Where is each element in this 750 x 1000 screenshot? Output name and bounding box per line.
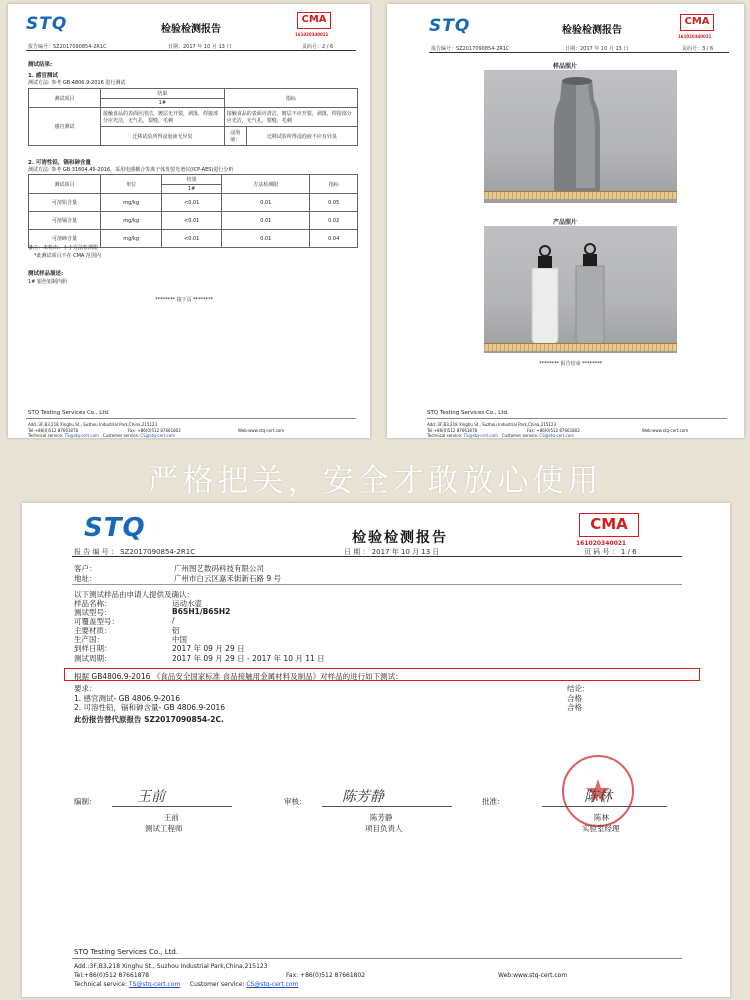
conclusion-label: 结论： [567,684,590,693]
tech-service-email[interactable]: TS@stq-cert.com [463,433,498,438]
cma-number: 161020340021 [295,32,329,37]
col-header-mdl: 方法检测限 [222,175,310,194]
test-item: 2. 可溶性铅，镉和砷含量- GB 4806.9-2016 [74,703,226,712]
measuring-ruler [484,191,677,199]
cell: <0.01 [162,194,222,212]
report-heading: 检验检测报告 [562,25,622,36]
footer-web: Web:www.stq-cert.com [238,428,285,433]
cell: 0.04 [310,230,358,248]
field-value: / [172,616,175,625]
footer-divider [26,418,356,419]
intro-text: 以下测试样品由申请人提供及确认： [74,590,194,599]
cma-number: 161020340021 [678,34,712,39]
field-label: 样品名称： [74,599,112,608]
field-value: B6SH1/B6SH2 [172,607,231,616]
header-divider [26,50,356,51]
report-number: 报告编号：SZ2017090854-2R1C [431,46,510,52]
col-header-result: 结果 [162,175,222,185]
report-date: 日 期 ： 2017 年 10 月 13 日 [344,548,440,556]
measuring-ruler [484,343,677,351]
footer-divider [427,418,727,419]
footer-fax: Fax: +86(0)512 87661802 [128,428,181,433]
cell-soak-label: 浸泡液： [224,127,246,146]
footer-address: Add.:3F,B3,218 Xinghu St., Suzhou Industrial Park,China,215123 [427,422,557,427]
footer-divider [72,958,682,959]
cell: <0.01 [162,212,222,230]
col-header-limit: 指标 [310,175,358,194]
bottles-image [484,226,677,353]
approved-label: 批准： [482,797,505,806]
field-label: 测试周期： [74,654,112,663]
cell: mg/kg [101,230,162,248]
cell: mg/kg [101,212,162,230]
cma-number: 161020340021 [576,540,627,547]
sample-photo-label: 样品照片 [553,63,578,70]
page-number: 页码号：3 / 6 [682,46,714,52]
client-address: 广州市白云区嘉禾街新石路 9 号 [174,574,282,583]
signature-prepared: 王前 [137,789,165,805]
cell-soak-result: 迁移试验所得浸泡液无异臭 [101,127,225,146]
section1-title: 1. 感官测试 [28,73,58,79]
client-label: 客户： [74,564,97,573]
signature-approved: 陈林 [584,789,612,805]
customer-service-email[interactable]: CS@stq-cert.com [140,433,176,438]
col-header-sample: 1# [162,185,222,194]
cell: 0.01 [222,212,310,230]
signature-reviewed: 陈芳静 [342,789,384,805]
tech-service-label: Technical service: [28,433,64,438]
signature-line [322,806,452,807]
footer-service [74,981,298,988]
row-item-sensory: 感官测试 [29,108,101,146]
requirement-label: 要求： [74,684,97,693]
footer-tel: Tel:+86(0)512 87661878 [74,972,150,979]
cma-mark: CMA [579,513,639,537]
footer-fax: Fax: +86(0)512 87661802 [286,972,366,979]
cell: 0.01 [222,230,310,248]
note-cma-scope: *此测试项目不在 CMA 范围内 [34,253,101,259]
footer-web: Web:www.stq-cert.com [498,972,568,979]
stq-logo: STQ [429,16,471,36]
approved-title: 实验室经理 [582,824,620,833]
field-value: 2017 年 09 月 29 日 [172,644,245,653]
slogan-banner: 严格把关，安全才敢放心使用 [147,463,603,499]
report-number: 报告编号：SZ2017090854-2R1C [28,44,107,50]
page-number: 页 码 号 ： 1 / 6 [584,548,637,556]
prepared-name: 王前 [164,813,179,822]
customer-service-email[interactable]: CS@stq-cert.com [246,981,299,988]
col-header-spec: 指标 [224,89,357,108]
cell: 0.05 [310,194,358,212]
footer-address: Add.:3F,B3,218 Xinghu St., Suzhou Industrial Park,China,215123 [74,963,268,970]
footer-web: Web:www.stq-cert.com [642,428,689,433]
section2-method: 测试方法: 参考 GB 31604.49-2016，采用电感耦合等离子体发射光谱仪(ICP-AES)进行分析 [28,167,234,173]
continue-marker: ******** 接下页 ******** [155,297,214,303]
cell: mg/kg [101,194,162,212]
tech-service-label: Technical service: [74,981,127,988]
header-divider [429,52,729,53]
col-header-item: 测试项目 [29,175,101,194]
test-result: 合格 [567,694,582,703]
footer-tel: Tel:+86(0)512 87661878 [28,428,79,433]
reviewed-label: 审核： [284,797,307,806]
tech-service-email[interactable]: TS@stq-cert.com [64,433,99,438]
cell: 可溶铅含量 [29,194,101,212]
col-header-item: 测试项目 [29,89,101,108]
section2-title: 2. 可溶性铅，镉和砷含量 [28,160,91,166]
footer-company: STQ Testing Services Co., Ltd. [28,410,110,416]
cell-spec-desc: 接触食品的表面应清洁，镀层不应开裂，剥落，焊接部分应光洁，无气孔，裂缝，毛刺 [224,108,357,127]
report-page-2 [8,4,370,438]
field-label: 到样日期： [74,644,112,653]
col-header-result: 结果 [101,89,225,99]
field-label: 测试型号： [74,608,112,617]
report-date: 日期：2017 年 10 月 13 日 [565,46,629,52]
stq-logo: STQ [26,14,68,34]
product-photo [484,226,677,353]
cell: <0.01 [162,230,222,248]
address-label: 地址： [74,574,97,583]
customer-service-email[interactable]: CS@stq-cert.com [539,433,575,438]
field-value: 铝 [172,626,180,635]
cell: 0.02 [310,212,358,230]
page-number: 页码号：2 / 6 [302,44,334,50]
footer-company: STQ Testing Services Co., Ltd. [427,410,509,416]
heavy-metal-table [28,174,358,248]
report-number: 报 告 编 号 ： SZ2017090854-2R1C [74,548,196,556]
stq-logo: STQ [84,513,146,543]
report-page-3 [387,4,744,438]
field-value: 中国 [172,635,187,644]
report-page-1 [22,503,730,997]
results-heading: 测试结果: [28,62,53,68]
replacement-note: 此份报告替代原报告 SZ2017090854-2C. [74,715,224,724]
footer-address: Add.:3F,B3,218 Xinghu St., Suzhou Industrial Park,China,215123 [28,422,158,427]
tech-service-label: Technical service: [427,433,463,438]
field-label: 可覆盖型号： [74,617,119,626]
reviewed-title: 项目负责人 [365,824,403,833]
sample-desc: 1# 银色铝制内胆 [28,279,67,285]
cell: 可溶砷含量 [29,230,101,248]
signature-line [112,806,232,807]
report-date: 日期：2017 年 10 月 13 日 [168,44,232,50]
sample-photo [484,70,677,203]
customer-service-label: Customer service: [102,433,140,438]
col-header-unit: 单位 [101,175,162,194]
prepared-title: 测试工程师 [145,824,183,833]
client-name: 广州图艺数码科技有限公司 [174,564,264,573]
field-value: 2017 年 09 月 29 日 - 2017 年 10 月 11 日 [172,654,325,663]
col-header-sample: 1# [101,99,225,108]
prepared-label: 编制： [74,797,97,806]
product-photo-label: 产品照片 [553,219,578,226]
footer-service [427,433,574,438]
customer-service-label: Customer service: [189,981,245,988]
bottle-liner-image [484,70,677,203]
sensory-test-table [28,88,358,146]
footer-tel: Tel:+86(0)512 87661878 [427,428,478,433]
client-divider [72,584,682,585]
test-result: 合格 [567,703,582,712]
report-heading: 检验检测报告 [352,530,448,546]
test-item: 1. 感官测试- GB 4806.9-2016 [74,694,181,703]
note-undetected: 备注：未检出：小于方法检测限 [28,245,99,251]
signature-line [542,806,667,807]
footer-company: STQ Testing Services Co., Ltd. [74,948,179,956]
end-marker: ******** 报告结束 ******** [539,361,603,367]
table-row [29,194,358,212]
report-heading: 检验检测报告 [161,24,221,35]
sample-desc-title: 测试样品描述: [28,271,64,277]
customer-service-label: Customer service: [501,433,539,438]
test-basis: 根据 GB4806.9-2016 《食品安全国家标准 食品接触用金属材料及制品》对样品的进行如下测试： [74,672,403,681]
field-label: 生产国： [74,635,104,644]
tech-service-email[interactable]: TS@stq-cert.com [128,981,181,988]
cell-result-desc: 接触食品的表面应清洁，镀层无开裂，剥落，焊接部分应光洁，无气孔，裂缝，毛刺 [101,108,225,127]
cell: 可溶镉含量 [29,212,101,230]
footer-fax: Fax: +86(0)512 87661802 [527,428,580,433]
header-divider [72,556,682,557]
field-value: 运动水壶 [172,599,202,608]
field-label: 主要材质： [74,626,112,635]
cma-mark: CMA [680,14,714,31]
reviewed-name: 陈芳静 [370,813,393,822]
cell: 0.01 [222,194,310,212]
approved-name: 陈林 [594,813,609,822]
section1-method: 测试方法: 参考 GB 4806.9-2016 进行测试 [28,80,126,86]
cma-mark: CMA [297,12,331,29]
cell-soak-spec: 迁移试验所得浸泡液不应有异臭 [246,127,357,146]
table-row [29,212,358,230]
footer-service [28,433,175,438]
